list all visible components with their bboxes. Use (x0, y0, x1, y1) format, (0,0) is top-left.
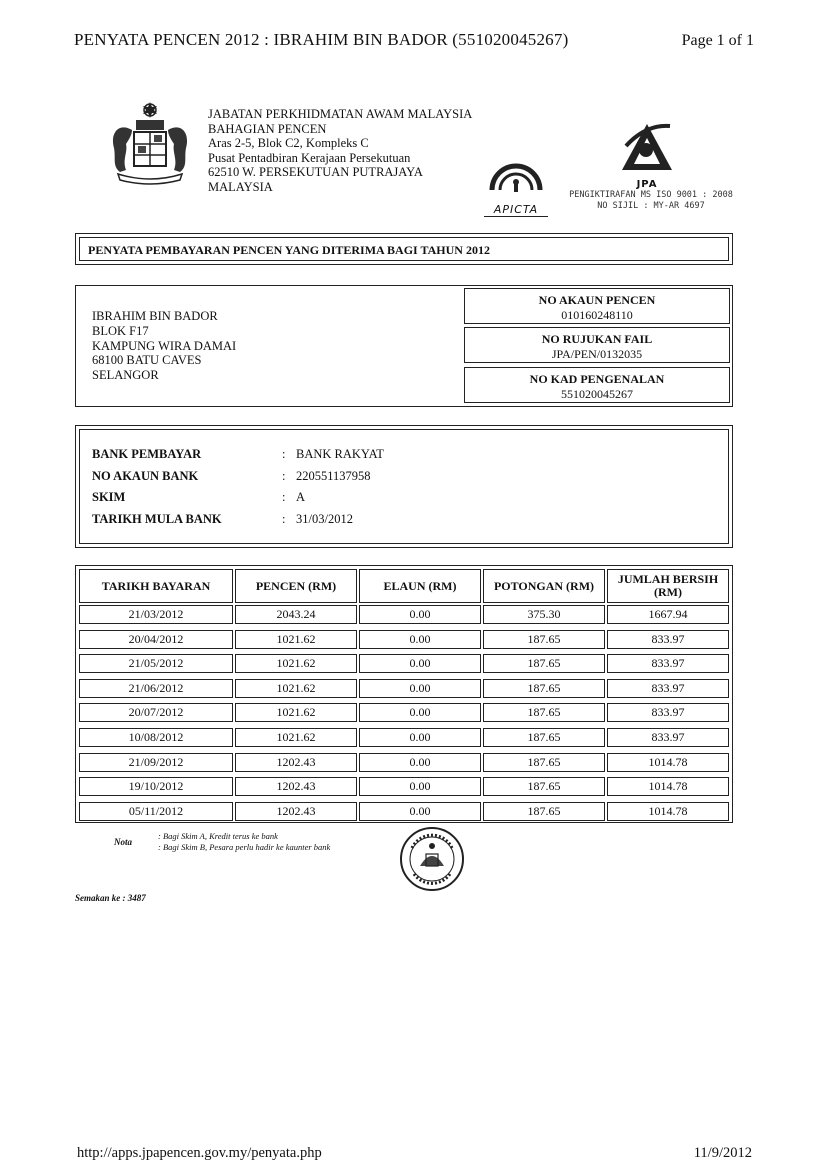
pension-account-label: NO AKAUN PENCEN (538, 293, 656, 307)
cell-date: 10/08/2012 (79, 728, 233, 747)
iso-line: PENGIKTIRAFAN MS ISO 9001 : 2008 (569, 190, 733, 200)
cell-deduction: 187.65 (483, 728, 605, 747)
cell-allowance: 0.00 (359, 679, 481, 698)
cell-date: 20/07/2012 (79, 703, 233, 722)
cell-deduction: 187.65 (483, 753, 605, 772)
bank-row-label: NO AKAUN BANK (92, 469, 199, 483)
bank-row-value: 31/03/2012 (296, 512, 353, 526)
jpa-logo (616, 120, 678, 190)
agency-address (208, 107, 472, 194)
file-reference-label: NO RUJUKAN FAIL (541, 332, 653, 346)
cell-net-total: 1014.78 (607, 753, 729, 772)
cell-net-total: 1014.78 (607, 777, 729, 796)
footer-url: http://apps.jpapencen.gov.my/penyata.php (77, 1145, 322, 1161)
cell-deduction: 187.65 (483, 630, 605, 649)
cell-pension: 1202.43 (235, 802, 357, 821)
cell-deduction: 187.65 (483, 802, 605, 821)
agency-line: Aras 2-5, Blok C2, Kompleks C (208, 136, 369, 150)
column-header-net-total: JUMLAH BERSIH (RM) (607, 569, 729, 603)
cell-date: 21/09/2012 (79, 753, 233, 772)
cell-date: 21/06/2012 (79, 679, 233, 698)
statement-title: PENYATA PEMBAYARAN PENCEN YANG DITERIMA BAGI TAHUN 2012 (88, 243, 490, 257)
ic-number-cell (464, 367, 730, 403)
cell-allowance: 0.00 (359, 630, 481, 649)
recipient-address-line: SELANGOR (92, 368, 159, 383)
cell-date: 20/04/2012 (79, 630, 233, 649)
bank-row-value: BANK RAKYAT (296, 447, 384, 461)
cell-deduction: 187.65 (483, 777, 605, 796)
page-number: Page 1 of 1 (681, 32, 754, 49)
bank-info-box (75, 425, 733, 548)
column-header-deduction: POTONGAN (RM) (483, 569, 605, 603)
cell-allowance: 0.00 (359, 777, 481, 796)
cell-net-total: 833.97 (607, 703, 729, 722)
agency-line: BAHAGIAN PENCEN (208, 121, 327, 136)
recipient-address-line: BLOK F17 (92, 323, 149, 338)
payments-table (75, 565, 733, 823)
cell-net-total: 833.97 (607, 728, 729, 747)
cell-allowance: 0.00 (359, 654, 481, 673)
cell-allowance: 0.00 (359, 605, 481, 624)
cell-pension: 1021.62 (235, 630, 357, 649)
recipient-address-line: IBRAHIM BIN BADOR (92, 309, 218, 323)
cell-net-total: 833.97 (607, 630, 729, 649)
recipient-address-line: 68100 BATU CAVES (92, 353, 202, 368)
cell-date: 05/11/2012 (79, 802, 233, 821)
bank-row-label: SKIM (92, 490, 126, 504)
cell-pension: 2043.24 (235, 605, 357, 624)
cell-date: 21/03/2012 (79, 605, 233, 624)
cell-deduction: 187.65 (483, 703, 605, 722)
page-header (74, 30, 754, 56)
file-reference-cell (464, 327, 730, 363)
bank-row-value: A (296, 490, 306, 504)
iso-line: NO SIJIL : MY-AR 4697 (597, 201, 705, 211)
pension-account-cell (464, 288, 730, 324)
statement-document-title: PENYATA PENCEN 2012 : IBRAHIM BIN BADOR (551020045267) (74, 30, 569, 49)
cell-net-total: 1667.94 (607, 605, 729, 624)
statement-title-box (75, 233, 733, 265)
jpa-mark-icon (616, 120, 678, 174)
bank-row-separator: : (282, 469, 286, 483)
agency-line: JABATAN PERKHIDMATAN AWAM MALAYSIA (208, 107, 473, 121)
official-stamp-icon (398, 826, 466, 892)
cell-net-total: 833.97 (607, 679, 729, 698)
cell-pension: 1202.43 (235, 753, 357, 772)
apicta-logo-text: APICTA (484, 203, 548, 217)
ic-number-label: NO KAD PENGENALAN (529, 372, 665, 386)
cell-net-total: 833.97 (607, 654, 729, 673)
notes-label: Nota (114, 837, 132, 847)
bank-row-label: BANK PEMBAYAR (92, 447, 202, 461)
cell-pension: 1021.62 (235, 703, 357, 722)
file-reference-value: JPA/PEN/0132035 (551, 347, 643, 361)
malaysia-coat-of-arms-icon (104, 100, 196, 188)
jpa-logo-text: JPA (636, 179, 658, 190)
cell-pension: 1202.43 (235, 777, 357, 796)
agency-line: MALAYSIA (208, 179, 273, 194)
apicta-logo (484, 160, 548, 216)
cell-allowance: 0.00 (359, 728, 481, 747)
iso-certification (566, 190, 736, 212)
cell-pension: 1021.62 (235, 728, 357, 747)
recipient-address (92, 309, 236, 383)
footer-date: 11/9/2012 (693, 1145, 752, 1161)
bank-row-value: 220551137958 (296, 469, 371, 483)
cell-deduction: 187.65 (483, 654, 605, 673)
agency-line: Pusat Pentadbiran Kerajaan Persekutuan (208, 150, 411, 165)
notes (158, 831, 330, 852)
check-reference: Semakan ke : 3487 (75, 893, 146, 903)
pension-account-value: 010160248110 (561, 308, 633, 322)
cell-pension: 1021.62 (235, 654, 357, 673)
cell-allowance: 0.00 (359, 753, 481, 772)
cell-allowance: 0.00 (359, 802, 481, 821)
bank-row-separator: : (282, 512, 286, 526)
note-line: : Bagi Skim B, Pesara perlu hadir ke kaunter bank (158, 841, 331, 852)
cell-net-total: 1014.78 (607, 802, 729, 821)
note-line: : Bagi Skim A, Kredit terus ke bank (158, 831, 278, 841)
cell-deduction: 375.30 (483, 605, 605, 624)
bank-row-separator: : (282, 447, 286, 461)
column-header-allowance: ELAUN (RM) (359, 569, 481, 603)
recipient-address-line: KAMPUNG WIRA DAMAI (92, 338, 237, 353)
cell-date: 21/05/2012 (79, 654, 233, 673)
column-header-pension: PENCEN (RM) (235, 569, 357, 603)
cell-pension: 1021.62 (235, 679, 357, 698)
cell-date: 19/10/2012 (79, 777, 233, 796)
ic-number-value: 551020045267 (561, 387, 633, 401)
cell-allowance: 0.00 (359, 703, 481, 722)
agency-line: 62510 W. PERSEKUTUAN PUTRAJAYA (208, 165, 423, 179)
bank-row-label: TARIKH MULA BANK (92, 512, 222, 526)
column-header-date: TARIKH BAYARAN (79, 569, 233, 603)
apicta-mark-icon (484, 160, 548, 198)
bank-row-separator: : (282, 490, 286, 504)
cell-deduction: 187.65 (483, 679, 605, 698)
